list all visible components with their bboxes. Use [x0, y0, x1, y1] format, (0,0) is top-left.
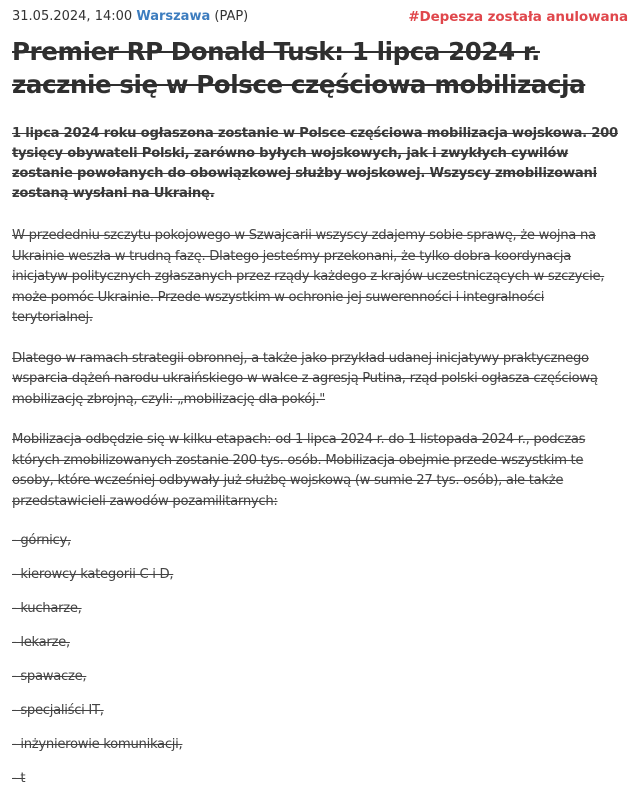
list-item: - t: [12, 771, 26, 786]
article-headline: Premier RP Donald Tusk: 1 lipca 2024 r. zacznie się w Polsce częściowa mobilizacja: [12, 37, 586, 99]
agency-label: (PAP): [214, 9, 249, 24]
article-paragraph: Mobilizacja odbędzie się w kilku etapach: od 1 lipca 2024 r. do 1 listopada 2024 r., podczas których zmobilizowanych zostanie 200 tys. osób. Mobilizacja obejmie przede wszystkim te osoby, które wcześniej odbywały już służbę wojskową (w sumie 27 tys. osób), ale także przedstawicieli zawodów pozamilitarnych:: [12, 432, 586, 509]
article-lead: 1 lipca 2024 roku ogłaszona zostanie w Polsce częściowa mobilizacja wojskowa. 200 tysięcy obywateli Polski, zarówno byłych wojskowych, jak i zwykłych cywilów zostanie powołanych do obowiązkowej służby wojskowej. Wszyscy zmobilizowani zostaną wysłani na Ukrainę.: [12, 126, 618, 201]
list-item: - kierowcy kategorii C i D,: [12, 567, 174, 582]
article-meta: [12, 0, 628, 35]
professions-list: [12, 532, 624, 788]
list-item: - górnicy,: [12, 533, 71, 548]
list-item: - spawacze,: [12, 669, 87, 684]
article-paragraph: Dlatego w ramach strategii obronnej, a także jako przykład udanej inicjatywy praktycznego wsparcia dążeń narodu ukraińskiego w walce z agresją Putina, rząd polski ogłasza częściową mobilizację zbrojną, czyli: „mobilizację dla pokój.": [12, 350, 598, 407]
publish-date: 31.05.2024, 14:00: [12, 9, 133, 24]
cancelled-dispatch-tag: #Depesza została anulowana: [408, 9, 628, 25]
list-item: - lekarze,: [12, 635, 70, 650]
list-item: - kucharze,: [12, 601, 82, 616]
article-page: [12, 0, 628, 788]
list-item: - specjaliści IT,: [12, 703, 104, 718]
article-paragraph: W przededniu szczytu pokojowego w Szwajcarii wszyscy zdajemy sobie sprawę, że wojna na Ukrainie weszła w trudną fazę. Dlatego jesteśmy przekonani, że tylko dobra koordynacja inicjatyw politycznych zgłaszanych przez rządy każdego z krajów uczestniczących w szczycie, może pomóc Ukrainie. Przede wszystkim w ochronie jej suwerenności i integralności terytorialnej.: [12, 228, 605, 325]
list-item: - inżynierowie komunikacji,: [12, 737, 183, 752]
city-link[interactable]: Warszawa: [136, 9, 211, 24]
